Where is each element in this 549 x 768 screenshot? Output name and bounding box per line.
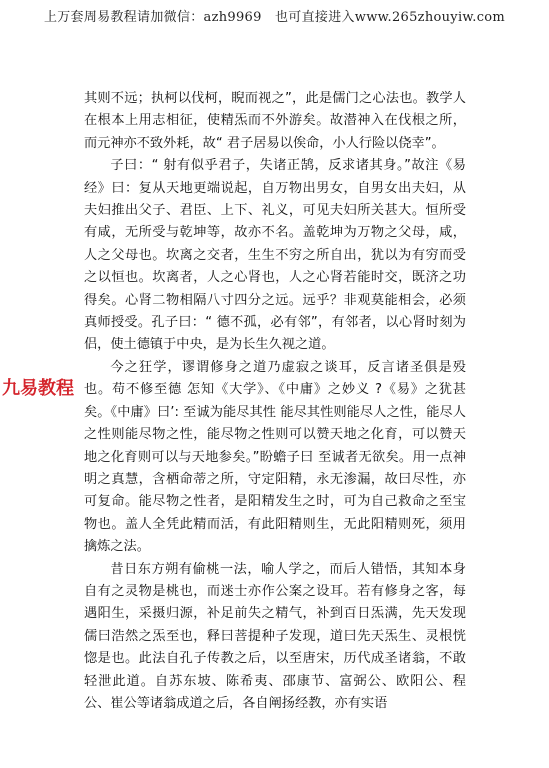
paragraph: 昔日东方朔有偷桃一法，喻人学之，而后人错悟，其知本身自有之灵物是桃也，而迷士亦作公案之设耳。若有修身之客，每遇阳生，采摄归源，补足前失之精气，补到百日炁满，先天发现 儒曰浩然之炁至也，释曰菩提种子发现，道曰先天炁生、灵根恍惚是也。此法自孔子传教之后，以至唐宋，历代成圣诸翁，不敢轻泄此道。自苏东坡、陈希夷、邵康节、富弼公、欧阳公、程公、崔公等诸翁成道之后，各自阐扬经教，亦有实语 — [84, 561, 466, 711]
paragraph: 子曰：“ 射有似乎君子，失诸正鹄，反求诸其身。”故注《易经》曰：复从天地更端说起，自万物出男女，自男女出夫妇，从夫妇推出父子、君臣、上下、礼义，可见夫妇所关甚大。恒所受有咸，无所受与乾坤等，故亦不名。盖乾坤为万物之父母，咸，人之父母也。坎离之交者，生生不穷之所自出，犹以为有穷而受之以恒也。坎离者，人之心肾也，人之心肾若能时交，既济之功得矣。心肾二物相隔八寸四分之远。远乎？非观莫能相会，必须真师授受。孔子曰：“ 德不孤，必有邻”，有邻者，以心肾时刻为侣，使土德镇于中央，是为长生久视之道。 — [84, 158, 466, 353]
page-header: 上万套周易教程请加微信：azh9969 也可直接进入www.265zhouyiw.com — [43, 10, 506, 25]
watermark-logo: 九易教程 — [2, 378, 74, 399]
paragraph: 今之狂学，谬谓修身之道乃虚寂之谈耳，反言诸圣俱是殁也。苟不修至德 怎知《大学》、《中庸》之妙义 ?《易》之犹甚矣。《中庸》曰’: 至诚为能尽其性 能尽其性则能尽人之性，能尽人之性则能尽物之性，能尽物之性则可以赞天地之化育，可以赞天地之化育则可以与天地参矣。”盼蟾子曰 至诚者无欲矣。用一点神明之真慧，含栖命蒂之所，守定阳精，永无渗漏，故曰尽性，亦可复命。能尽物之性者，是阳精发生之时，可为自己救命之至宝物也。盖人全凭此精而活，有此阳精则生，无此阳精则死，须用擒炼之法。 — [84, 359, 466, 555]
document-body — [84, 88, 466, 715]
paragraph: 其则不远；执柯以伐柯，睨而视之”，此是儒门之心法也。教学人在根本上用志相征，使精炁而不外游矣。故潜神入在伐根之所，而元神亦不致外耗，故“ 君子居易以俟命，小人行险以侥幸”。 — [84, 91, 466, 151]
